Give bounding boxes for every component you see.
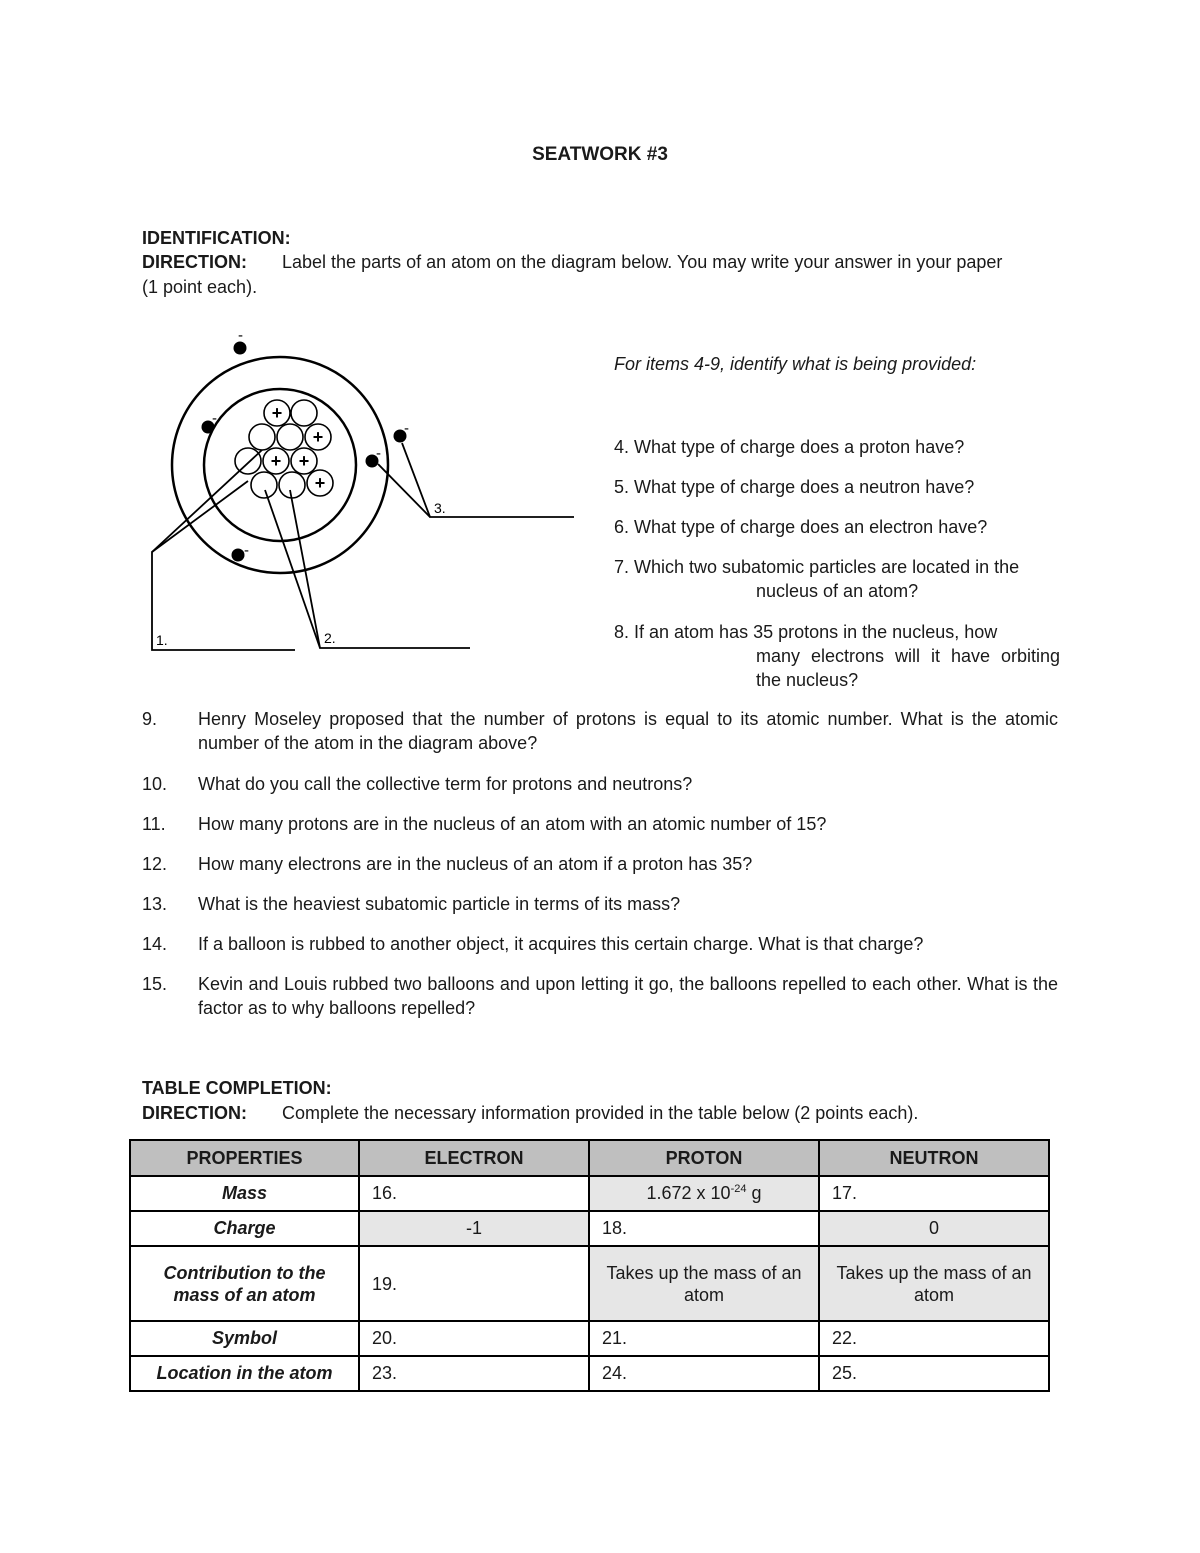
properties-table [129, 1139, 1050, 1392]
question-8 [614, 620, 1060, 692]
question-text: 7. Which two subatomic particles are located in the [614, 557, 1020, 577]
table-completion-heading: TABLE COMPLETION: [142, 1078, 332, 1098]
nucleon [291, 400, 317, 426]
identification-direction [142, 250, 1022, 300]
header-proton: PROTON [589, 1140, 819, 1176]
question-text-continued: many electrons will it have orbiting the nucleus? [756, 646, 1060, 690]
electron-sign: - [238, 330, 243, 344]
header-electron: ELECTRON [359, 1140, 589, 1176]
question-14 [142, 932, 1058, 956]
question-text: How many electrons are in the nucleus of an atom if a proton has 35? [198, 854, 753, 874]
value-cell: -1 [359, 1211, 589, 1246]
blank-cell: 25. [819, 1356, 1049, 1391]
nucleon [249, 424, 275, 450]
electron-sign: - [212, 410, 217, 427]
blank-cell: 18. [589, 1211, 819, 1246]
table-row [130, 1356, 1049, 1391]
diagram-label-1: 1. [156, 632, 168, 648]
blank-cell: 17. [819, 1176, 1049, 1211]
question-number: 14. [142, 934, 168, 954]
label-line-3 [402, 443, 574, 517]
identification-heading: IDENTIFICATION: [142, 228, 291, 248]
mass-exponent: -24 [730, 1183, 747, 1195]
direction-text: Complete the necessary information provided in the table below (2 points each). [282, 1103, 919, 1123]
table-completion-direction [142, 1101, 918, 1126]
question-13 [142, 892, 1058, 916]
nucleon [251, 472, 277, 498]
electron-sign: - [404, 420, 409, 437]
nucleon [235, 448, 261, 474]
question-4 [614, 435, 1060, 459]
direction-label: DIRECTION: [142, 252, 247, 272]
label-line-1 [152, 481, 295, 650]
atom-diagram [140, 330, 580, 660]
table-row [130, 1246, 1049, 1321]
direction-label: DIRECTION: [142, 1103, 247, 1123]
electron [232, 549, 245, 562]
table-row [130, 1321, 1049, 1356]
question-text-continued: nucleus of an atom? [756, 581, 919, 601]
diagram-label-3: 3. [434, 500, 446, 516]
proton-sign: + [298, 451, 310, 471]
question-10 [142, 772, 1058, 796]
value-cell: Takes up the mass of an atom [589, 1246, 819, 1321]
nucleon [279, 472, 305, 498]
items-intro: For items 4-9, identify what is being provided: [614, 354, 977, 374]
question-text: How many protons are in the nucleus of an atom with an atomic number of 15? [198, 814, 827, 834]
value-cell [589, 1176, 819, 1211]
blank-cell: 19. [359, 1246, 589, 1321]
row-label: Symbol [130, 1321, 359, 1356]
question-text: 8. If an atom has 35 protons in the nucleus, how [614, 622, 998, 642]
question-number: 11. [142, 814, 166, 834]
header-properties: PROPERTIES [130, 1140, 359, 1176]
question-text: What do you call the collective term for protons and neutrons? [198, 774, 693, 794]
row-label: Mass [130, 1176, 359, 1211]
mass-unit: g [746, 1183, 762, 1203]
value-cell: 0 [819, 1211, 1049, 1246]
question-5 [614, 475, 1060, 499]
proton-sign: + [314, 473, 326, 493]
question-text: Kevin and Louis rubbed two balloons and upon letting it go, the balloons repelled to each other. What is the factor as to why balloons repelled? [198, 974, 1058, 1018]
question-text: Henry Moseley proposed that the number of protons is equal to its atomic number. What is the atomic number of the atom in the diagram above? [198, 709, 1058, 753]
page-title: SEATWORK #3 [532, 144, 668, 165]
question-15 [142, 972, 1058, 1020]
proton-sign: + [271, 403, 283, 423]
table-row [130, 1176, 1049, 1211]
proton-sign: + [270, 451, 282, 471]
blank-cell: 24. [589, 1356, 819, 1391]
question-number: 13. [142, 894, 168, 914]
question-12 [142, 852, 1058, 876]
direction-text: Label the parts of an atom on the diagram below. You may write your answer in your paper (1 point each). [142, 252, 1003, 297]
diagram-label-2: 2. [324, 630, 336, 646]
electron-sign: - [244, 542, 249, 559]
question-number: 15. [142, 974, 168, 994]
question-number: 10. [142, 774, 168, 794]
row-label: Charge [130, 1211, 359, 1246]
nucleon [277, 424, 303, 450]
blank-cell: 20. [359, 1321, 589, 1356]
table-header-row [130, 1140, 1049, 1176]
table-row [130, 1211, 1049, 1246]
blank-cell: 22. [819, 1321, 1049, 1356]
value-cell: Takes up the mass of an atom [819, 1246, 1049, 1321]
header-neutron: NEUTRON [819, 1140, 1049, 1176]
question-number: 12. [142, 854, 168, 874]
question-number: 9. [142, 709, 158, 729]
question-text: 5. What type of charge does a neutron have? [614, 477, 975, 497]
question-text: 6. What type of charge does an electron have? [614, 517, 988, 537]
question-11 [142, 812, 1058, 836]
question-text: 4. What type of charge does a proton have? [614, 437, 965, 457]
mass-base: 1.672 x 10 [646, 1183, 731, 1203]
blank-cell: 16. [359, 1176, 589, 1211]
electron-sign: - [376, 445, 381, 462]
question-6 [614, 515, 1060, 539]
row-label: Contribution to the mass of an atom [130, 1246, 359, 1321]
question-9 [142, 707, 1058, 755]
proton-sign: + [312, 427, 324, 447]
label-line-1 [152, 450, 262, 552]
row-label: Location in the atom [130, 1356, 359, 1391]
blank-cell: 21. [589, 1321, 819, 1356]
blank-cell: 23. [359, 1356, 589, 1391]
question-7 [614, 555, 1060, 603]
question-text: If a balloon is rubbed to another object, it acquires this certain charge. What is that charge? [198, 934, 924, 954]
question-text: What is the heaviest subatomic particle in terms of its mass? [198, 894, 681, 914]
